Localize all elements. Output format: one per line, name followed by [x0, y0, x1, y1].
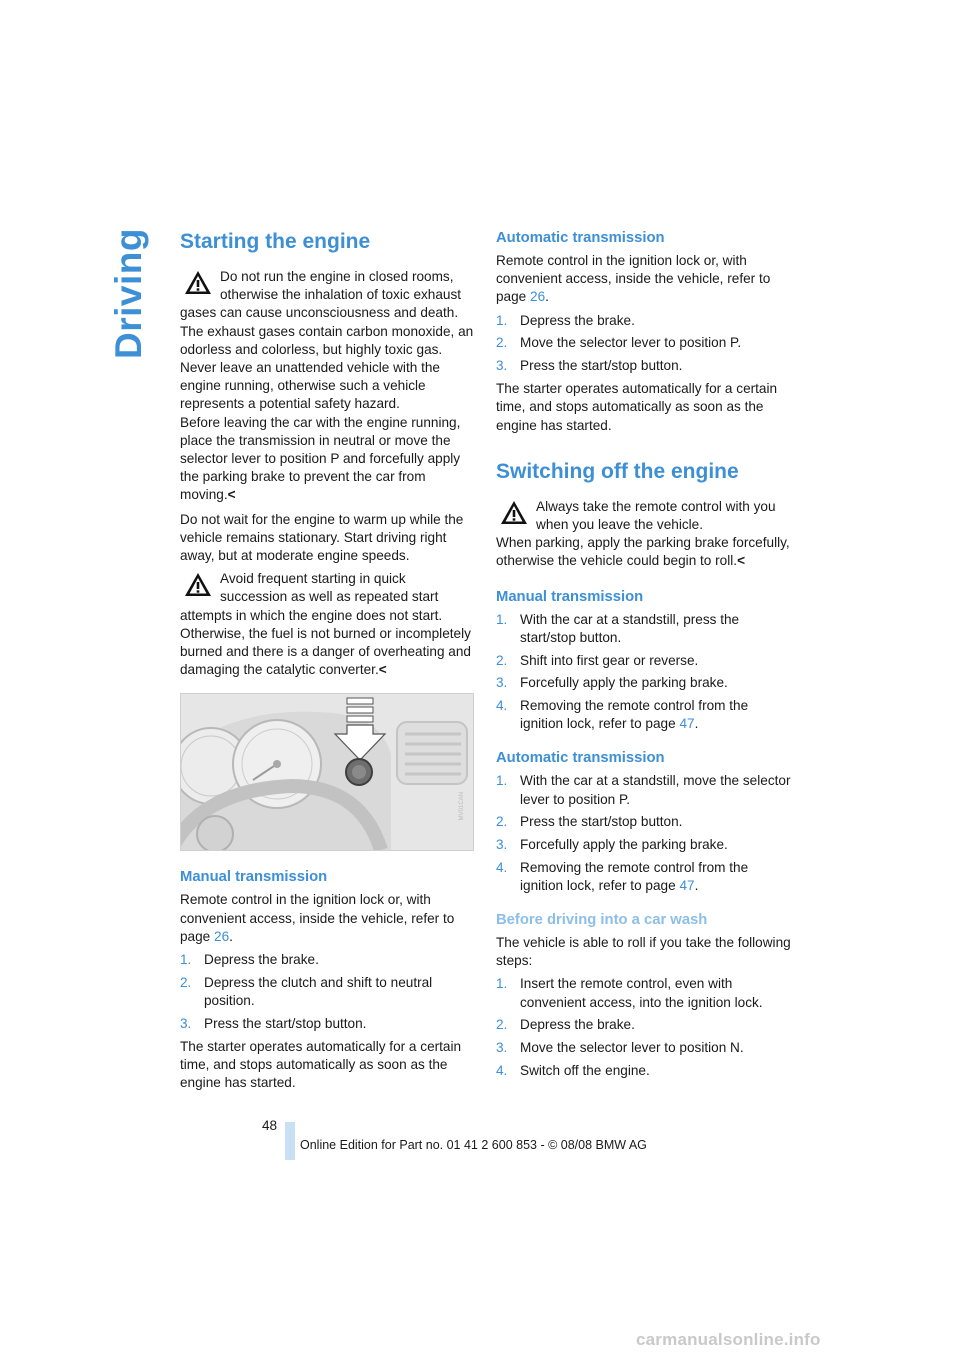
warning-block-exhaust [180, 268, 476, 505]
section-heading-starting: Starting the engine [180, 230, 371, 253]
warning-text-parking: When parking, apply the parking brake forcefully, otherwise the vehicle could begin to roll. [496, 535, 790, 569]
list-item: 3. Forcefully apply the parking brake. [496, 836, 728, 852]
end-mark: < [737, 553, 746, 569]
list-item: 4. Removing the remote control from the ignition lock, refer to page 47. [496, 859, 749, 893]
warning-text-remote: Always take the remote control with you when you leave the vehicle. [536, 498, 776, 533]
warning-block-frequent-start [180, 570, 476, 679]
automatic-start-intro: Remote control in the ignition lock or, with convenient access, inside the vehicle, refer to page 26. [496, 253, 771, 305]
page-link-26[interactable]: 26 [214, 928, 230, 944]
end-mark: < [227, 487, 236, 503]
list-item: 1. Insert the remote control, even with convenient access, into the ignition lock. [496, 976, 763, 1010]
manual-start-steps [180, 951, 476, 1033]
car-wash-steps [496, 975, 792, 1080]
page-link-26[interactable]: 26 [530, 289, 546, 305]
list-item: 2. Move the selector lever to position P. [496, 335, 742, 351]
manual-start-intro: Remote control in the ignition lock or, with convenient access, inside the vehicle, refer to page 26. [180, 892, 455, 944]
warning-triangle-icon [500, 500, 528, 525]
footer-edition: Online Edition for Part no. 01 41 2 600 853 - © 08/08 BMW AG [300, 1138, 647, 1152]
section-heading-switching-off: Switching off the engine [496, 459, 739, 483]
warning-triangle-icon [184, 270, 212, 295]
page-link-47[interactable]: 47 [679, 877, 695, 893]
list-item: 1. With the car at a standstill, press the start/stop button. [496, 611, 740, 645]
end-mark: < [378, 662, 387, 678]
subheading-automatic-off: Automatic transmission [496, 750, 665, 767]
subheading-manual-start: Manual transmission [180, 869, 328, 886]
start-stop-button-illustration [180, 693, 474, 851]
subheading-manual-off: Manual transmission [496, 588, 644, 605]
automatic-start-outro: The starter operates automatically for a certain time, and stops automatically as soon as the engine has started. [496, 381, 778, 433]
list-item: 1. With the car at a standstill, move the selector lever to position P. [496, 773, 791, 807]
warning-text-frequent-start: Avoid frequent starting in quick succession as well as repeated start attempts in which the engine does not start. Otherwise, the fuel is not burned or incompletely burned and there is a danger of overheating and damaging the catalytic converter. [180, 571, 471, 678]
list-item: 2. Depress the clutch and shift to neutral position. [180, 974, 433, 1008]
list-item: 2. Press the start/stop button. [496, 814, 683, 830]
list-item: 3. Move the selector lever to position N. [496, 1040, 744, 1056]
footer-accent-bar [285, 1122, 295, 1160]
list-item: 1. Depress the brake. [180, 952, 319, 968]
automatic-off-steps [496, 772, 792, 895]
list-item: 2. Depress the brake. [496, 1017, 635, 1033]
warning-text-exhaust: Do not run the engine in closed rooms, otherwise the inhalation of toxic exhaust gases can cause unconsciousness and death. The exhaust gases contain carbon monoxide, an odorless and colorless, but highly toxic gas. Never leave an unattended vehicle with the engine running, otherwise such a vehicle represents a potential safety hazard. [180, 269, 474, 412]
list-item: 1. Depress the brake. [496, 312, 635, 328]
list-item: 4. Switch off the engine. [496, 1062, 650, 1078]
list-item: 2. Shift into first gear or reverse. [496, 652, 699, 668]
manual-start-outro: The starter operates automatically for a certain time, and stops automatically as soon as the engine has started. [180, 1038, 462, 1091]
subheading-automatic-start: Automatic transmission [496, 230, 665, 246]
page-link-47[interactable]: 47 [679, 716, 695, 732]
page-number: 48 [262, 1118, 278, 1133]
car-wash-intro: The vehicle is able to roll if you take the following steps: [496, 935, 791, 969]
image-code: MV01CAN [458, 792, 465, 821]
warning-text-leaving: Before leaving the car with the engine running, place the transmission in neutral or move the selector lever to position P and forcefully apply the parking brake to prevent the car from moving. [180, 414, 461, 503]
right-column [496, 228, 792, 1085]
subheading-car-wash: Before driving into a car wash [496, 912, 708, 929]
list-item: 3. Forcefully apply the parking brake. [496, 675, 728, 691]
warning-triangle-icon [184, 572, 212, 597]
chapter-tab: Driving [108, 228, 149, 359]
manual-off-steps [496, 611, 792, 734]
paragraph-warm-up: Do not wait for the engine to warm up while the vehicle remains stationary. Start driving right away, but at moderate engine speeds. [180, 511, 464, 564]
watermark: carmanualsonline.info [636, 1330, 821, 1349]
list-item: 4. Removing the remote control from the ignition lock, refer to page 47. [496, 697, 749, 732]
automatic-start-steps [496, 312, 792, 376]
list-item: 3. Press the start/stop button. [496, 358, 683, 374]
list-item: 3. Press the start/stop button. [180, 1015, 367, 1031]
warning-block-remote [496, 498, 792, 571]
left-column [180, 228, 476, 1098]
